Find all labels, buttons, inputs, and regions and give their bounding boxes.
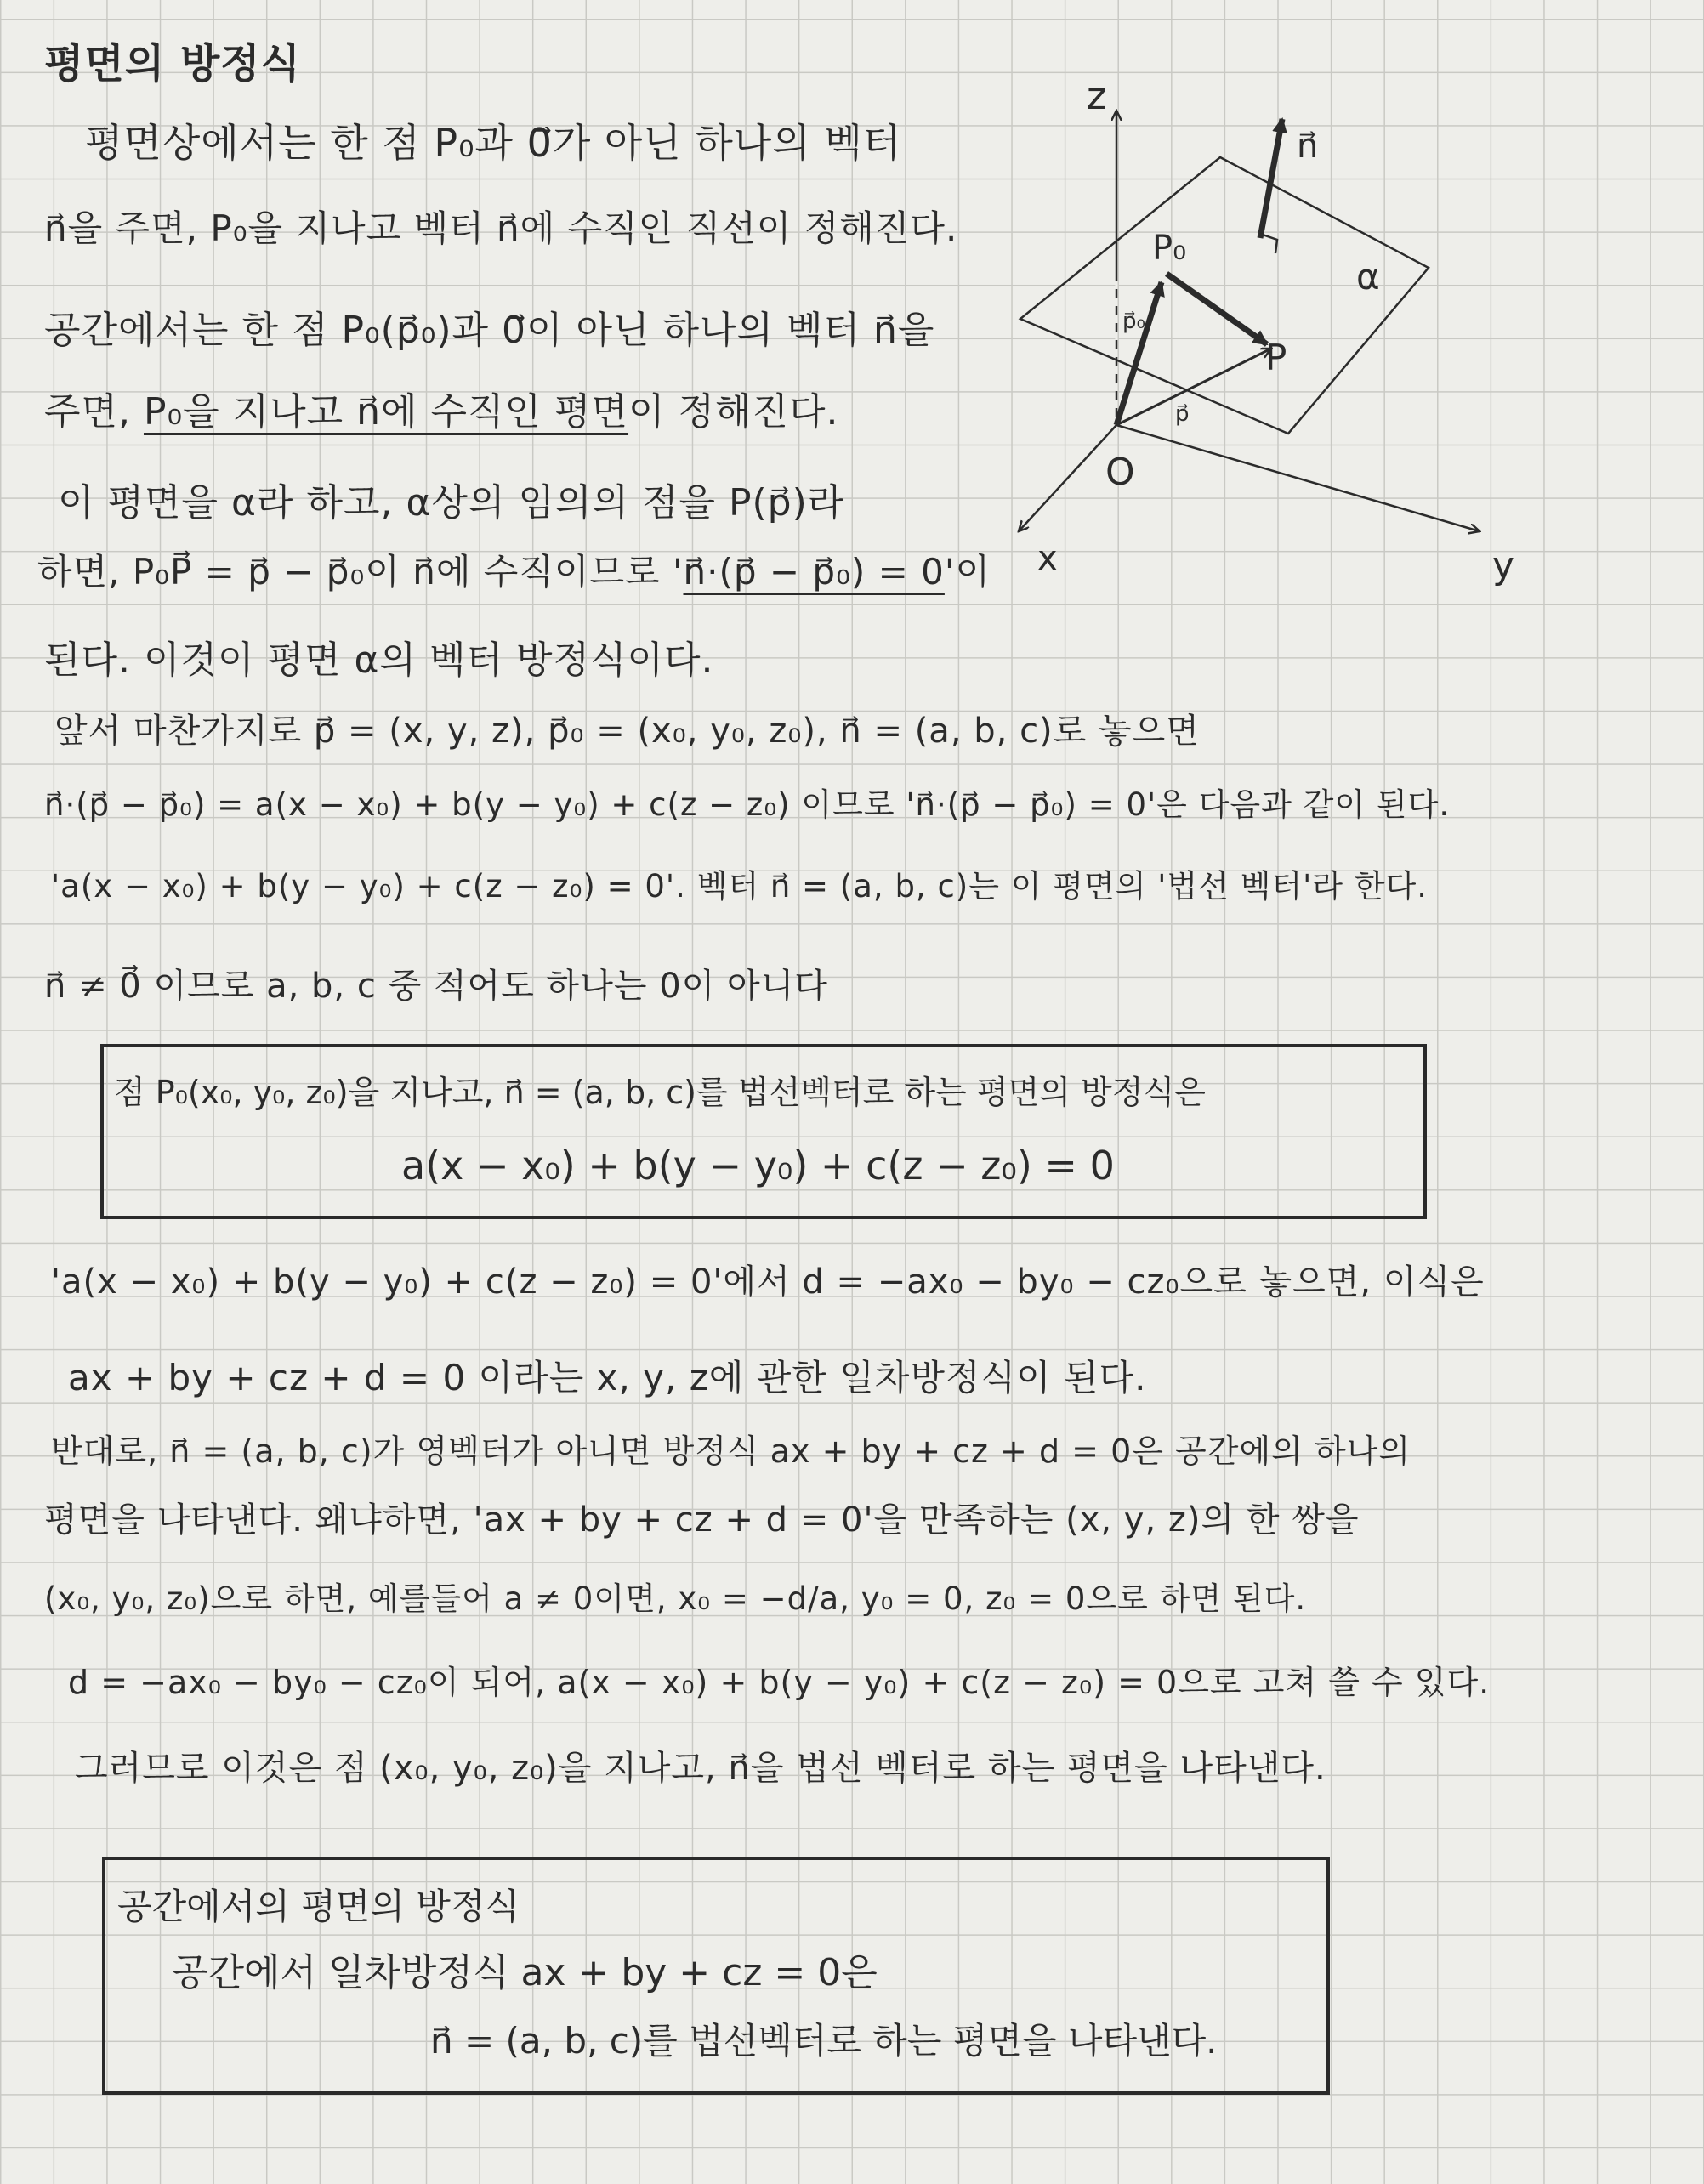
para4-line1: 앞서 마찬가지로 p⃗ = (x, y, z), p⃗₀ = (x₀, y₀, z₀), n⃗ = (a, b, c)로 놓으면	[54, 712, 1200, 751]
vector-p0	[1116, 282, 1162, 425]
para3-line2-suffix: '이	[944, 551, 991, 593]
para5-line5: (x₀, y₀, z₀)으로 하면, 예를들어 a ≠ 0이면, x₀ = −d/a, y₀ = 0, z₀ = 0으로 하면 된다.	[44, 1580, 1307, 1617]
para4-line4: n⃗ ≠ 0⃗ 이므로 a, b, c 중 적어도 하나는 0이 아니다	[44, 967, 828, 1006]
para4-line3: 'a(x − x₀) + b(y − y₀) + c(z − z₀) = 0'. 벡터 n⃗ = (a, b, c)는 이 평면의 '법선 벡터'라 한다.	[51, 868, 1429, 905]
formula-box-plane-equation	[100, 1044, 1427, 1219]
para5-line1: 'a(x − x₀) + b(y − y₀) + c(z − z₀) = 0'에서 d = −ax₀ − by₀ − cz₀으로 놓으면, 이식은	[51, 1262, 1485, 1302]
para3-line2-underlined: n⃗·(p⃗ − p⃗₀) = 0	[683, 551, 945, 593]
box2-heading: 공간에서의 평면의 방정식	[117, 1886, 520, 1927]
para2-line1: 공간에서는 한 점 P₀(p⃗₀)과 0⃗이 아닌 하나의 벡터 n⃗을	[44, 309, 935, 352]
para2-line2-prefix: 주면,	[44, 390, 144, 434]
point-p0-label: P₀	[1152, 229, 1187, 268]
para4-line2: n⃗·(p⃗ − p⃗₀) = a(x − x₀) + b(y − y₀) + c(z − z₀) 이므로 'n⃗·(p⃗ − p⃗₀) = 0'은 다음과 같이 된다.	[44, 786, 1451, 823]
formula-box-space-plane	[102, 1857, 1330, 2095]
para5-line2: ax + by + cz + d = 0 이라는 x, y, z에 관한 일차방정식이 된다.	[68, 1357, 1147, 1398]
x-axis-label: x	[1037, 539, 1058, 578]
x-axis	[1019, 425, 1116, 531]
normal-vector-label: n⃗	[1297, 127, 1319, 166]
para5-line6: d = −ax₀ − by₀ − cz₀이 되어, a(x − x₀) + b(y − y₀) + c(z − z₀) = 0으로 고쳐 쓸 수 있다.	[68, 1664, 1491, 1701]
y-axis-label: y	[1492, 544, 1515, 587]
box2-line2: n⃗ = (a, b, c)를 법선벡터로 하는 평면을 나타낸다.	[430, 2020, 1218, 2062]
plane-diagram	[995, 60, 1641, 604]
vector-p-label: p⃗	[1175, 401, 1190, 427]
vector-p0-p	[1167, 274, 1267, 344]
vector-p0-label: p⃗₀	[1122, 309, 1145, 334]
plane-alpha-label: α	[1356, 256, 1380, 298]
page-title: 평면의 방정식	[44, 40, 301, 88]
para3-line1: 이 평면을 α라 하고, α상의 임의의 점을 P(p⃗)라	[58, 481, 845, 525]
box1-line1: 점 P₀(x₀, y₀, z₀)을 지나고, n⃗ = (a, b, c)를 법선벡터로 하는 평면의 방정식은	[114, 1074, 1206, 1111]
para2-line2-underlined: P₀을 지나고 n⃗에 수직인 평면	[143, 390, 629, 434]
para5-line7: 그러므로 이것은 점 (x₀, y₀, z₀)을 지나고, n⃗을 법선 벡터로 하는 평면을 나타낸다.	[75, 1749, 1326, 1788]
para5-line4: 평면을 나타낸다. 왜냐하면, 'ax + by + cz + d = 0'을 만족하는 (x, y, z)의 한 쌍을	[44, 1500, 1360, 1540]
para3-line3: 된다. 이것이 평면 α의 벡터 방정식이다.	[44, 638, 714, 682]
para1-line1: 평면상에서는 한 점 P₀과 0⃗가 아닌 하나의 벡터	[85, 120, 902, 166]
para3-line2	[37, 544, 991, 595]
para5-line3: 반대로, n⃗ = (a, b, c)가 영벡터가 아니면 방정식 ax + by + cz + d = 0은 공간에의 하나의	[51, 1432, 1411, 1470]
point-p-label: P	[1265, 337, 1287, 378]
para3-line2-prefix: 하면, P₀P⃗ = p⃗ − p⃗₀이 n⃗에 수직이므로 '	[37, 551, 684, 593]
para2-line2	[44, 381, 839, 435]
normal-vector	[1260, 119, 1282, 238]
para2-line2-suffix: 이 정해진다.	[628, 390, 839, 434]
y-axis	[1116, 425, 1480, 531]
origin-label: O	[1105, 451, 1135, 494]
z-axis-label: z	[1087, 75, 1107, 118]
box1-line2: a(x − x₀) + b(y − y₀) + c(z − z₀) = 0	[401, 1143, 1115, 1188]
para1-line2: n⃗을 주면, P₀을 지나고 벡터 n⃗에 수직인 직선이 정해진다.	[44, 207, 958, 249]
box2-line1: 공간에서 일차방정식 ax + by + cz = 0은	[172, 1951, 878, 1994]
